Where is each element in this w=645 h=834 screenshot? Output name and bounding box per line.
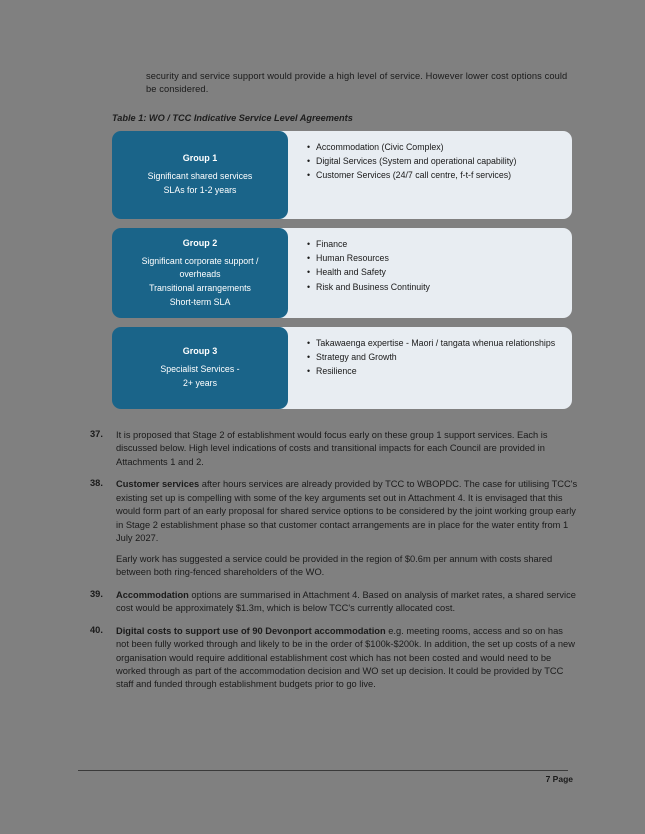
list-item: • Accommodation (Civic Complex) (307, 141, 560, 154)
item-lead: Customer services (116, 479, 200, 490)
item-number: 37. (90, 428, 103, 439)
group-1-label-box (112, 131, 288, 219)
item-body-text: It is proposed that Stage 2 of establishment would focus early on these group 1 support services. Each is discussed below. High level indications of costs and transitional impacts for each Council are provided in Attachments 1 and 2. (116, 429, 548, 467)
group-2-title: Group 2 (182, 237, 218, 248)
list-item (90, 478, 578, 579)
item-lead: Digital costs to support use of 90 Devonport accommodation (116, 625, 386, 636)
item-number: 39. (90, 588, 103, 599)
item-text (116, 478, 578, 579)
item-number: 40. (90, 624, 103, 635)
group-3-line-2: 2+ years (183, 377, 217, 388)
group-2-line-4: Short-term SLA (169, 296, 231, 307)
item-text (116, 429, 578, 469)
list-item (90, 589, 578, 616)
group-row (112, 327, 572, 409)
intro-paragraph: security and service support would provide a high level of service. However lower cost options could be considered. (146, 71, 568, 95)
group-row (112, 228, 572, 318)
item-body-text: after hours services are already provided by TCC to WBOPDC. The case for utilising TCC's existing set up is compelling with some of the key arguments set out in Attachment 4. It is envisaged that this would form part of an early proposal for shared service options to be considered by the joint working group early in Stage 2 establishment phase so that customer contact arrangements are in place for the water entity from 1 July 2027. (116, 479, 578, 544)
group-1-line-2: SLAs for 1-2 years (163, 184, 237, 195)
group-3-title: Group 3 (182, 346, 218, 357)
list-item: • Digital Services (System and operational capability) (307, 155, 560, 168)
list-item: • Health and Safety (307, 266, 560, 279)
group-3-label-box (112, 327, 288, 409)
item-body-text: options are summarised in Attachment 4. Based on analysis of market rates, a shared service cost would be approximately $1.3m, which is below TCC's currently allocated cost. (116, 589, 576, 614)
footer-divider (78, 770, 568, 771)
group-2-label-box (112, 228, 288, 318)
numbered-paragraph-list (90, 429, 578, 692)
group-2-line-2: overheads (179, 269, 221, 280)
item-text (116, 589, 578, 616)
item-body-text: e.g. meeting rooms, access and so on has not been fully worked through and likely to be in the order of $100k-$200k. In addition, the set up costs of a new organisation would require additional establishment cost which has not been costed and would need to be worked through as part of the accommodation decision and WO set up decision. It could be provided by TCC staff and funded through establishment budgets prior to go live. (116, 625, 575, 690)
list-item: • Human Resources (307, 252, 560, 265)
service-level-agreement-table (112, 131, 572, 409)
list-item: • Customer Services (24/7 call centre, f-t-f services) (307, 169, 560, 182)
group-row (112, 131, 572, 219)
group-1-bullet-list (307, 141, 560, 183)
list-item: • Risk and Business Continuity (307, 281, 560, 294)
group-3-line-1: Specialist Services - (160, 364, 240, 375)
list-item: • Resilience (307, 365, 560, 378)
item-text (116, 625, 578, 692)
group-3-bullet-list (307, 337, 560, 379)
list-item (90, 625, 578, 692)
group-1-line-1: Significant shared services (147, 171, 253, 182)
list-item: • Takawaenga expertise - Maori / tangata whenua relationships (307, 337, 560, 350)
group-2-bullet-list (307, 238, 560, 294)
group-2-line-1: Significant corporate support / (141, 255, 259, 266)
page-content (78, 70, 578, 701)
group-1-title: Group 1 (182, 153, 218, 164)
item-lead: Accommodation (116, 589, 189, 600)
list-item: • Strategy and Growth (307, 351, 560, 364)
item-number: 38. (90, 478, 103, 489)
item-sub-paragraph: Early work has suggested a service could be provided in the region of $0.6m per annum with costs shared between both ring-fenced shareholders of the WO. (116, 553, 553, 578)
page-number-footer: 7 Page (545, 774, 573, 784)
table-caption: Table 1: WO / TCC Indicative Service Level Agreements (112, 112, 353, 123)
list-item: • Finance (307, 238, 560, 251)
list-item (90, 429, 578, 469)
group-2-line-3: Transitional arrangements (149, 282, 251, 293)
